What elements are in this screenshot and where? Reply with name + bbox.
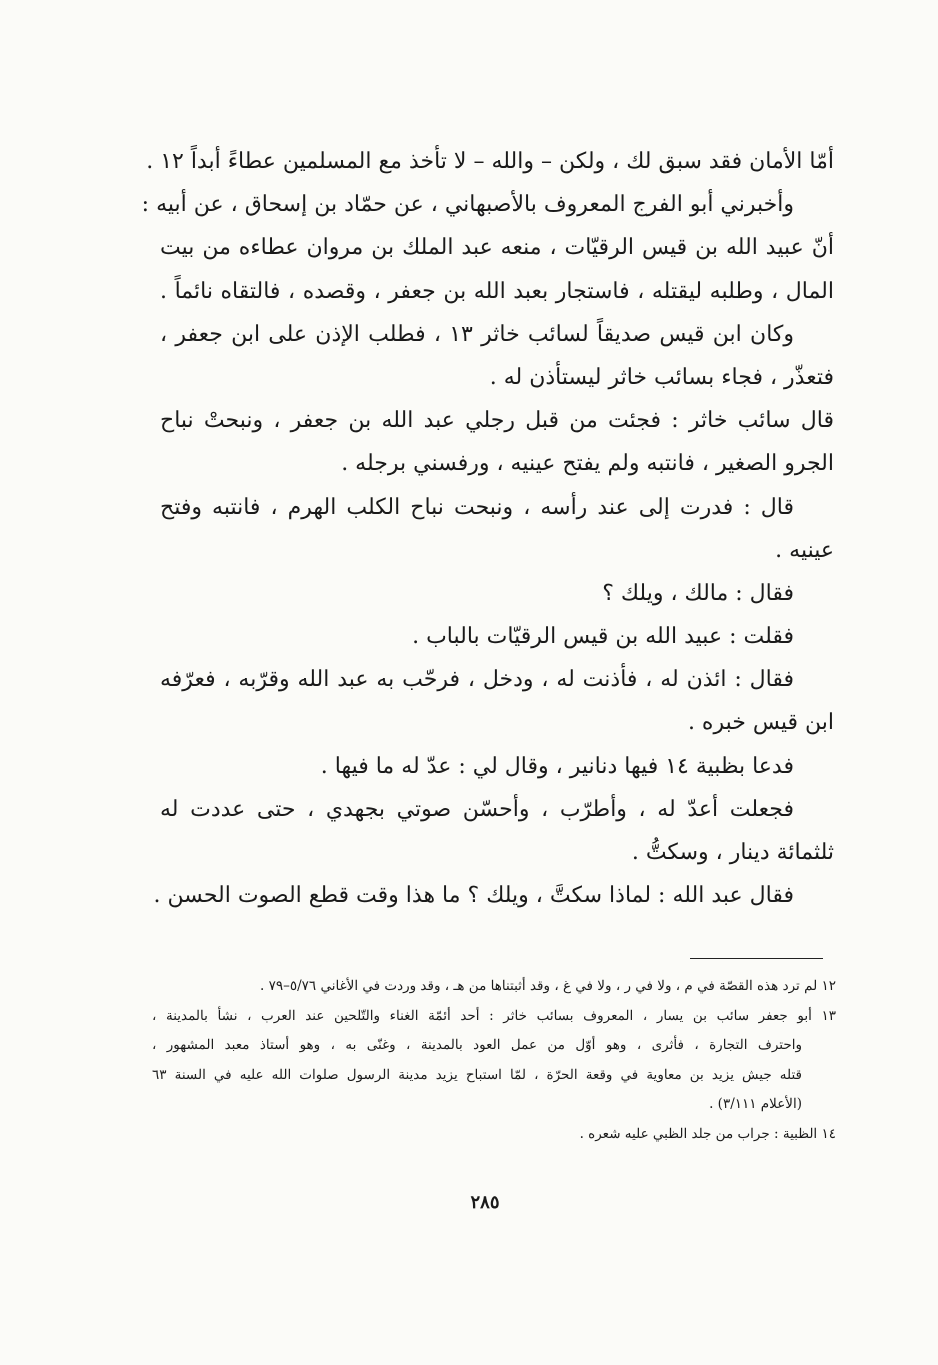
footnote-line: ١٤ الظبية : جراب من جلد الظبي عليه شعره . [579, 1125, 836, 1142]
footnote-line: قتله جيش يزيد بن معاوية في وقعة الحرّة ، لمّا استباح يزيد مدينة الرسول صلوات الله عليه في السنة ٦٣ [152, 1066, 802, 1083]
text-line: فدعا بظبية ١٤ فيها دنانير ، وقال لي : عدّ له ما فيها . [320, 753, 794, 779]
text-line: قال سائب خاثر : فجئت من قبل رجلي عبد الله بن جعفر ، ونبحتْ نباح [160, 408, 834, 434]
text-line: فقال : ائذن له ، فأذنت له ، ودخل ، فرحّب به عبد الله وقرّبه ، فعرّفه [160, 667, 794, 693]
text-line: فقال : مالك ، ويلك ؟ [602, 580, 794, 606]
main-text [141, 140, 834, 917]
footnote-line: ١٣ أبو جعفر سائب بن يسار ، المعروف بسائب خاثر : أحد أئمّة الغناء والتّلحين عند العرب ، نشأ بالمدينة ، [152, 1007, 836, 1024]
text-line: المال ، وطلبه ليقتله ، فاستجار بعبد الله بن جعفر ، وقصده ، فالتقاه نائماً . [160, 278, 834, 304]
text-line: أمّا الأمان فقد سبق لك ، ولكن – والله – لا تأخذ مع المسلمين عطاءً أبداً ١٢ . [146, 149, 834, 174]
text-line: فجعلت أعدّ له ، وأطرّب ، وأحسّن صوتي بجهدي ، حتى عددت له [160, 796, 794, 822]
text-line: فتعذّر ، فجاء بسائب خاثر ليستأذن له . [489, 364, 834, 390]
text-line: وكان ابن قيس صديقاً لسائب خاثر ١٣ ، فطلب الإذن على ابن جعفر ، [160, 321, 794, 347]
text-line: وأخبرني أبو الفرج المعروف بالأصبهاني ، عن حمّاد بن إسحاق ، عن أبيه : [141, 192, 794, 218]
text-line: فقال عبد الله : لماذا سكتَّ ، ويلك ؟ ما هذا وقت قطع الصوت الحسن . [153, 883, 794, 909]
footnote-line: واحترف التجارة ، فأثرى ، وهو أوّل من عمل العود بالمدينة ، وغنّى به ، وهو أستاذ معبد المشهور ، [152, 1037, 802, 1053]
footnote-line: (الأعلام ٣/١١١) . [709, 1096, 802, 1112]
text-line: ابن قيس خبره . [687, 710, 834, 736]
footnote-line: ١٢ لم ترد هذه القصّة في م ، ولا في ر ، ولا في غ ، وقد أثبتناها من هـ ، وقد وردت في الأغاني ٥/٧٦–٧٩ . [260, 978, 836, 994]
text-line: عينيه . [775, 537, 834, 563]
footnotes [152, 972, 836, 1149]
page-number: ٢٨٥ [470, 1192, 500, 1213]
text-line: أنّ عبيد الله بن قيس الرقيّات ، منعه عبد الملك بن مروان عطاءه من بيت [160, 235, 834, 261]
text-line: فقلت : عبيد الله بن قيس الرقيّات بالباب . [412, 624, 794, 650]
text-line: الجرو الصغير ، فانتبه ولم يفتح عينيه ، ورفسني برجله . [341, 451, 834, 477]
footnote-divider [690, 958, 823, 959]
text-line: قال : فدرت إلى عند رأسه ، ونبحت نباح الكلب الهرم ، فانتبه وفتح [160, 494, 794, 520]
text-line: ثلثمائة دينار ، وسكتُّ . [631, 840, 834, 865]
